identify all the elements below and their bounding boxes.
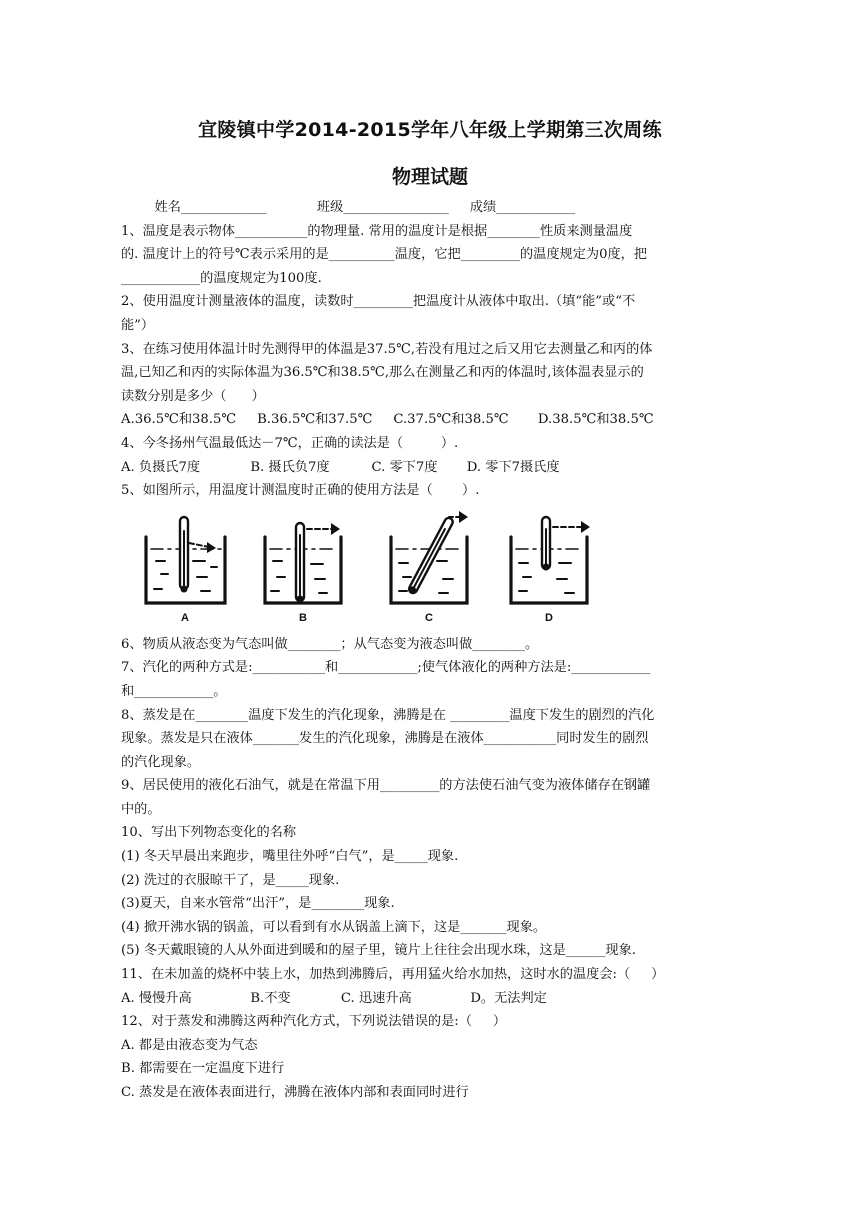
beaker-b <box>265 523 341 603</box>
beaker-a <box>146 517 225 603</box>
figure-label: B <box>299 611 307 624</box>
figure-label: D <box>545 611 553 624</box>
question-line: 2、使用温度计测量液体的温度，读数时_________把温度计从液体中取出.（填“能”或“不 <box>121 294 636 310</box>
answer-option: A. 都是由液态变为气态 <box>121 1037 258 1053</box>
question-line: 中的。 <box>121 801 161 817</box>
question-line: (5) 冬天戴眼镜的人从外面进到暖和的屋子里，镜片上往往会出现水珠，这是______现象. <box>121 943 636 959</box>
question-line: 10、写出下列物态变化的名称 <box>121 825 297 841</box>
question-line: 的汽化现象。 <box>121 754 201 770</box>
question-line: (4) 掀开沸水锅的锅盖，可以看到有水从锅盖上滴下，这是_______现象。 <box>121 919 547 935</box>
question-line: 12、对于蒸发和沸腾这两种汽化方式，下列说法错误的是:（ ） <box>121 1014 507 1030</box>
thermometer-diagram <box>121 509 621 629</box>
question-body <box>121 196 733 1105</box>
question-line: 读数分别是多少（ ） <box>121 388 265 404</box>
question-line: (1) 冬天早晨出来跑步，嘴里往外呼“白气”，是_____现象. <box>121 849 459 865</box>
question-line: (3)夏天，自来水管常“出汗”，是________现象. <box>121 896 395 912</box>
question-line: 现象。蒸发是只在液体_______发生的汽化现象，沸腾是在液体___________同时发生的剧烈 <box>121 731 649 747</box>
question-line: 6、物质从液态变为气态叫做________；从气态变为液态叫做________。 <box>121 636 539 652</box>
question-line: 的. 温度计上的符号℃表示采用的是__________温度，它把_________的温度规定为0度，把 <box>121 247 648 263</box>
exam-subtitle: 物理试题 <box>391 166 468 188</box>
answer-options-line: A. 慢慢升高 B.不变 C. 迅速升高 D。无法判定 <box>121 990 547 1006</box>
beaker-d <box>511 517 590 603</box>
question-line: 1、温度是表示物体___________的物理量. 常用的温度计是根据________性质来测量温度 <box>121 223 633 239</box>
question-line: 4、今冬扬州气温最低达－7℃，正确的读法是（ ）. <box>121 435 459 451</box>
question-line: 和____________。 <box>121 683 227 699</box>
figure-label: C <box>425 611 433 624</box>
question-line: 8、蒸发是在________温度下发生的汽化现象，沸腾是在 _________温度下发生的剧烈的汽化 <box>121 707 655 723</box>
answer-options-line: A.36.5℃和38.5℃ B.36.5℃和37.5℃ C.37.5℃和38.5℃ D.38.5℃和38.5℃ <box>121 412 654 428</box>
answer-option: B. 都需要在一定温度下进行 <box>121 1061 285 1077</box>
beaker-c <box>391 511 468 603</box>
question-line: 11、在未加盖的烧杯中装上水，加热到沸腾后，再用猛火给水加热，这时水的温度会:（ ） <box>121 967 665 983</box>
exam-title: 宜陵镇中学2014-2015学年八年级上学期第三次周练 <box>198 119 662 141</box>
thermometer-figure <box>121 509 733 629</box>
figure-label: A <box>181 611 189 624</box>
question-line: 7、汽化的两种方式是:___________和____________;使气体液化的两种方法是:____________ <box>121 660 651 676</box>
student-info-line: 姓名_____________ 班级________________ 成绩____________ <box>121 200 576 215</box>
question-line: 能”） <box>121 317 155 333</box>
answer-option: C. 蒸发是在液体表面进行，沸腾在液体内部和表面同时进行 <box>121 1085 469 1100</box>
question-line: 9、居民使用的液化石油气，就是在常温下用_________的方法使石油气变为液体储存在钢罐 <box>121 778 651 794</box>
question-line: 3、在练习使用体温计时先测得甲的体温是37.5℃,若没有甩过之后又用它去测量乙和丙的体 <box>121 341 653 357</box>
question-line: 温,已知乙和丙的实际体温为36.5℃和38.5℃,那么在测量乙和丙的体温时,该体温表显示的 <box>121 365 644 381</box>
question-line: 5、如图所示，用温度计测温度时正确的使用方法是（ ）. <box>121 483 480 499</box>
question-line: (2) 洗过的衣服晾干了，是_____现象. <box>121 872 340 888</box>
question-line: ____________的温度规定为100度. <box>121 270 322 286</box>
answer-options-line: A. 负摄氏7度 B. 摄氏负7度 C. 零下7度 D. 零下7摄氏度 <box>121 459 560 475</box>
